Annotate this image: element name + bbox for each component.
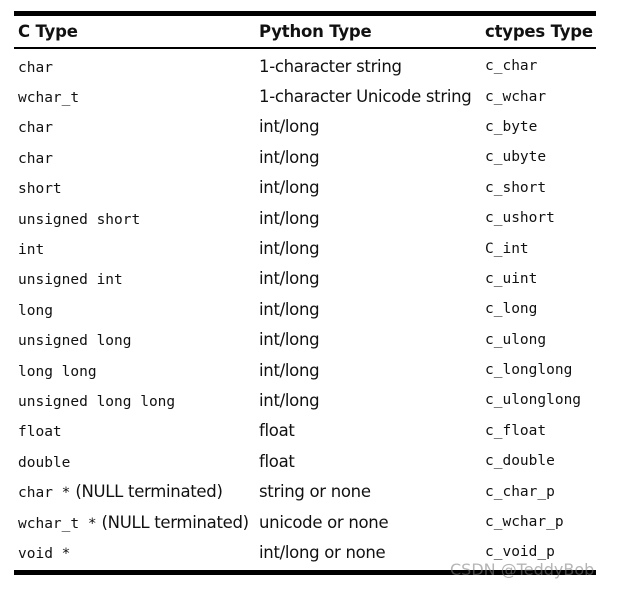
c-type-note: (NULL terminated): [70, 482, 223, 502]
cell-python-type: int/long: [259, 269, 320, 289]
c-type-code: int: [18, 242, 45, 259]
cell-c-type: [14, 482, 259, 501]
cell-python-type: unicode or none: [259, 512, 389, 532]
cell-c-type: [14, 452, 259, 471]
table-row: [14, 112, 596, 142]
cell-python-type: int/long: [259, 239, 320, 259]
cell-c-type: [14, 300, 259, 319]
table-row: [14, 81, 596, 111]
c-type-code: char: [18, 150, 53, 167]
cell-python-type: 1-character Unicode string: [259, 87, 472, 107]
cell-python-type: int/long: [259, 178, 320, 198]
c-type-code: char: [18, 120, 53, 137]
table-row: [14, 233, 596, 263]
cell-python-type: float: [259, 421, 295, 441]
c-type-code: long long: [18, 363, 97, 380]
table-row: [14, 294, 596, 324]
cell-python-type: int/long: [259, 117, 320, 137]
header-ctypes-type: ctypes Type: [485, 22, 593, 41]
c-type-note: (NULL terminated): [96, 512, 249, 532]
table-row: [14, 203, 596, 233]
table-row: [14, 385, 596, 415]
c-type-code: double: [18, 454, 71, 471]
cell-ctypes-type: c_char: [485, 58, 538, 75]
header-python-type: Python Type: [259, 22, 372, 41]
cell-ctypes-type: c_short: [485, 179, 547, 196]
c-type-code: void *: [18, 545, 71, 562]
header-c-type: C Type: [18, 22, 78, 41]
cell-ctypes-type: c_wchar: [485, 88, 547, 105]
cell-ctypes-type: c_char_p: [485, 483, 555, 500]
cell-python-type: float: [259, 451, 295, 471]
table-row: [14, 476, 596, 506]
c-type-code: unsigned long long: [18, 393, 176, 410]
cell-c-type: [14, 209, 259, 228]
table-row: [14, 142, 596, 172]
cell-c-type: [14, 543, 259, 562]
cell-c-type: [14, 269, 259, 288]
cell-python-type: string or none: [259, 482, 371, 502]
table-header-row: [14, 16, 596, 47]
table-body: [14, 49, 596, 568]
cell-ctypes-type: c_ubyte: [485, 149, 547, 166]
cell-c-type: [14, 178, 259, 197]
cell-c-type: [14, 148, 259, 167]
c-type-code: float: [18, 424, 62, 441]
cell-ctypes-type: c_double: [485, 453, 555, 470]
c-type-code: long: [18, 302, 53, 319]
cell-ctypes-type: c_uint: [485, 270, 538, 287]
cell-ctypes-type: c_ulonglong: [485, 392, 582, 409]
cell-python-type: int/long: [259, 208, 320, 228]
c-type-code: char *: [18, 485, 71, 502]
cell-ctypes-type: c_void_p: [485, 544, 555, 561]
cell-python-type: int/long or none: [259, 542, 386, 562]
cell-python-type: int/long: [259, 390, 320, 410]
cell-ctypes-type: c_longlong: [485, 362, 573, 379]
cell-python-type: int/long: [259, 360, 320, 380]
table-row: [14, 325, 596, 355]
table-row: [14, 355, 596, 385]
cell-ctypes-type: C_int: [485, 240, 529, 257]
c-type-code: unsigned short: [18, 211, 141, 228]
cell-ctypes-type: c_long: [485, 301, 538, 318]
table-row: [14, 173, 596, 203]
cell-ctypes-type: c_ulong: [485, 331, 547, 348]
cell-c-type: [14, 330, 259, 349]
ctypes-table: [14, 11, 596, 575]
cell-c-type: [14, 361, 259, 380]
cell-c-type: [14, 421, 259, 440]
cell-c-type: [14, 57, 259, 76]
watermark: CSDN @TeddyBob: [450, 560, 595, 579]
cell-python-type: 1-character string: [259, 56, 402, 76]
cell-c-type: [14, 513, 259, 532]
cell-ctypes-type: c_ushort: [485, 210, 555, 227]
cell-ctypes-type: c_float: [485, 422, 547, 439]
table-row: [14, 416, 596, 446]
cell-c-type: [14, 87, 259, 106]
c-type-code: char: [18, 59, 53, 76]
c-type-code: unsigned long: [18, 333, 132, 350]
c-type-code: short: [18, 181, 62, 198]
cell-python-type: int/long: [259, 147, 320, 167]
table-row: [14, 51, 596, 81]
cell-c-type: [14, 391, 259, 410]
table-row: [14, 507, 596, 537]
cell-c-type: [14, 239, 259, 258]
c-type-code: wchar_t *: [18, 515, 97, 532]
table-row: [14, 264, 596, 294]
cell-c-type: [14, 117, 259, 136]
c-type-code: unsigned int: [18, 272, 123, 289]
cell-python-type: int/long: [259, 330, 320, 350]
cell-ctypes-type: c_wchar_p: [485, 514, 564, 531]
cell-ctypes-type: c_byte: [485, 118, 538, 135]
c-type-code: wchar_t: [18, 90, 80, 107]
table-row: [14, 446, 596, 476]
cell-python-type: int/long: [259, 299, 320, 319]
